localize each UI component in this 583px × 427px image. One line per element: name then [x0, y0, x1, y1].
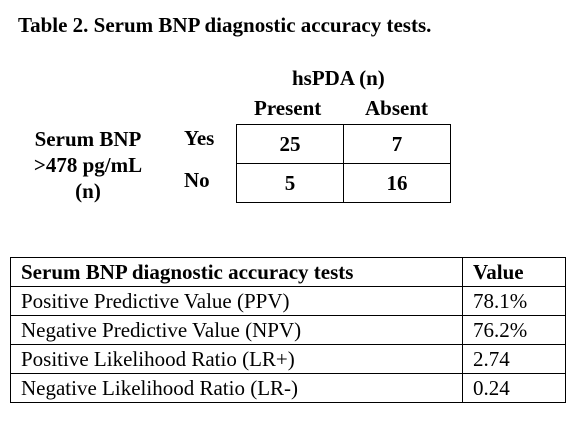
value-cell: 78.1% — [463, 287, 566, 316]
table-row — [237, 164, 451, 203]
contingency-table — [236, 124, 451, 203]
table-cell: 7 — [344, 125, 451, 164]
test-name-cell: Negative Predictive Value (NPV) — [11, 316, 463, 345]
table-row — [11, 287, 566, 316]
row-label-no: No — [184, 168, 210, 192]
table-row — [11, 316, 566, 345]
table-cell: 5 — [237, 164, 344, 203]
column-header-absent: Absent — [365, 96, 429, 120]
value-cell: 76.2% — [463, 316, 566, 345]
test-name-cell: Negative Likelihood Ratio (LR-) — [11, 374, 463, 403]
column-header-test: Serum BNP diagnostic accuracy tests — [11, 258, 463, 287]
table-cell: 25 — [237, 125, 344, 164]
table-header-row — [11, 258, 566, 287]
table-cell: 16 — [344, 164, 451, 203]
table-title: Table 2. Serum BNP diagnostic accuracy tests. — [18, 13, 432, 37]
value-cell: 2.74 — [463, 345, 566, 374]
row-group-label-line: (n) — [75, 179, 101, 203]
row-group-label-line: >478 pg/mL — [33, 153, 143, 177]
column-group-header: hsPDA (n) — [292, 66, 385, 90]
row-label-yes: Yes — [184, 126, 215, 150]
column-header-value: Value — [463, 258, 566, 287]
table-row — [11, 374, 566, 403]
test-name-cell: Positive Likelihood Ratio (LR+) — [11, 345, 463, 374]
row-group-label — [22, 126, 154, 204]
column-header-present: Present — [254, 96, 322, 120]
accuracy-table — [10, 257, 566, 403]
test-name-cell: Positive Predictive Value (PPV) — [11, 287, 463, 316]
table-row — [11, 345, 566, 374]
row-group-label-line: Serum BNP — [34, 127, 142, 151]
table-row — [237, 125, 451, 164]
value-cell: 0.24 — [463, 374, 566, 403]
